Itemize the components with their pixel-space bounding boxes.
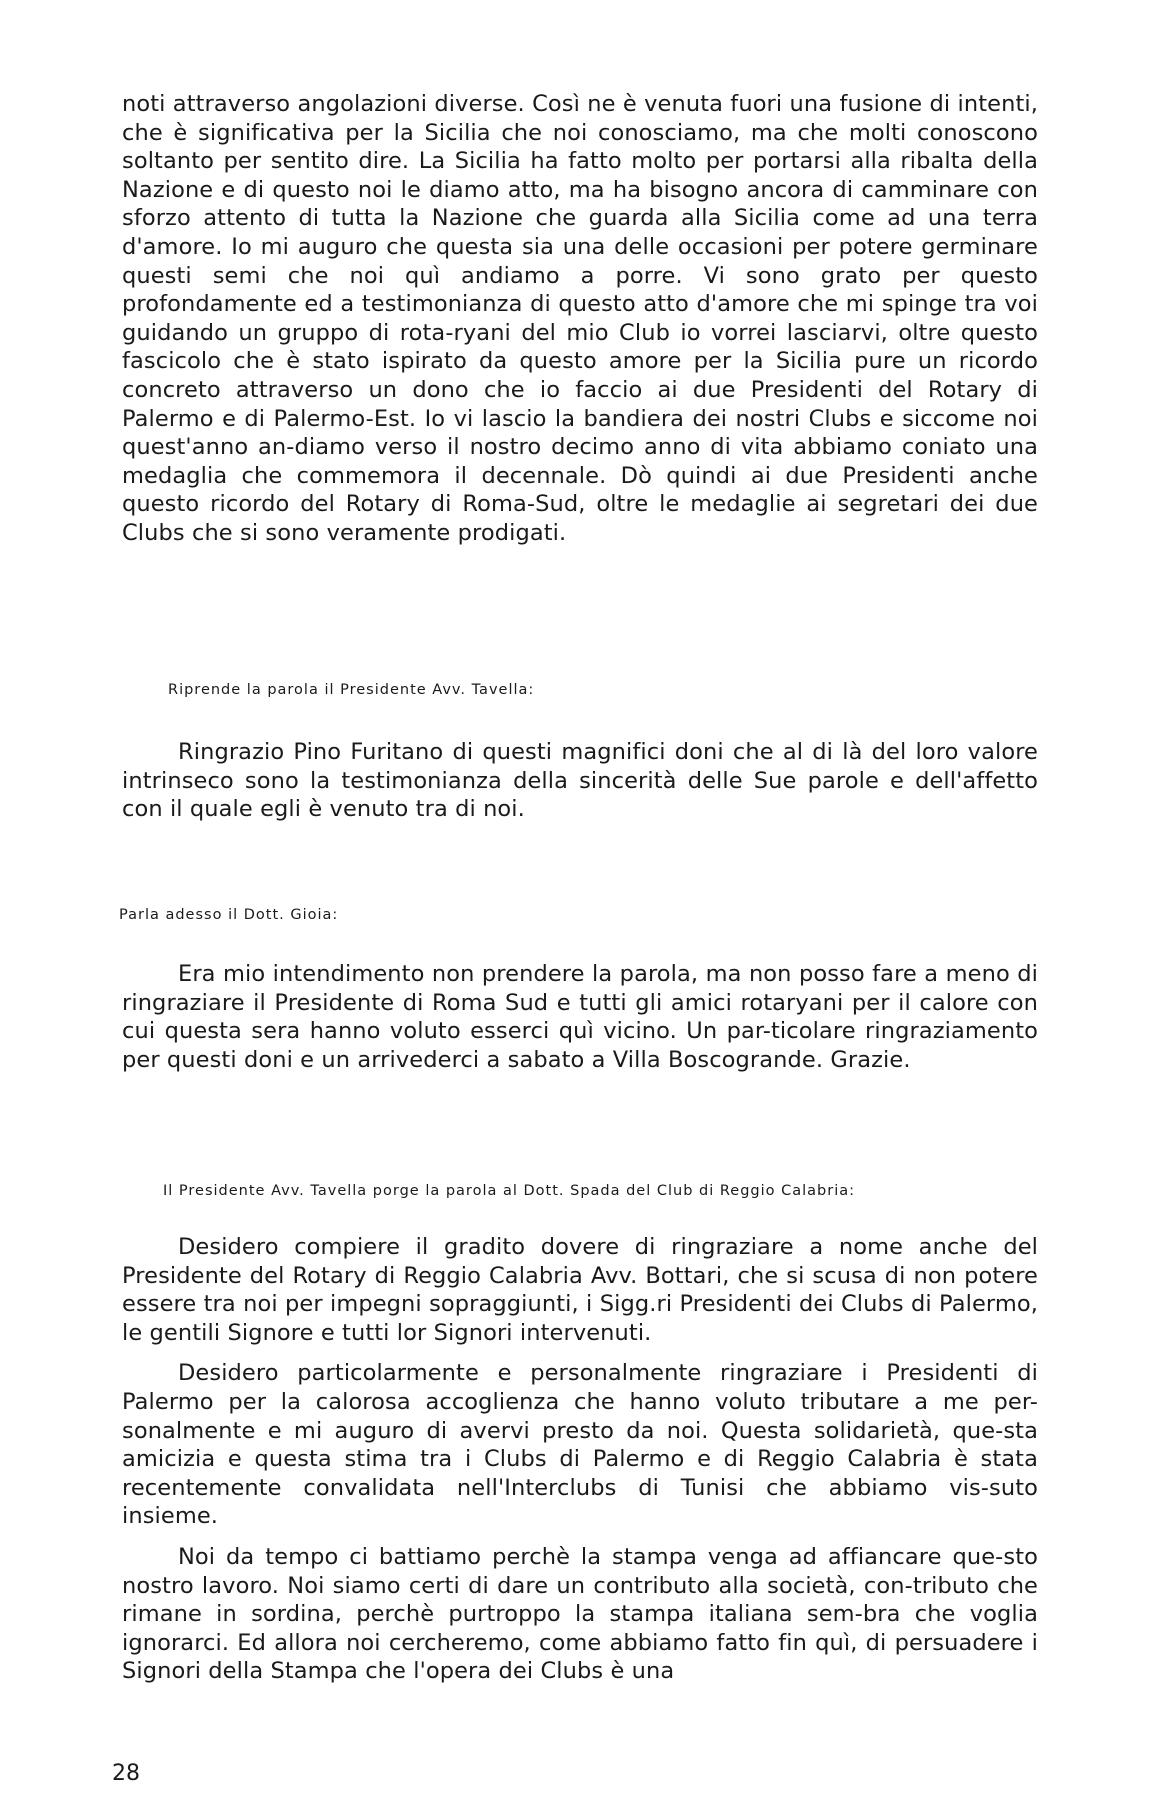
tavella-text-block xyxy=(122,738,1038,824)
opening-paragraph: noti attraverso angolazioni diverse. Così ne è venuta fuori una fusione di intenti, che è significativa per la Sicilia che noi conosciamo, ma che molti conoscono soltanto per sentito dire. La Sicilia ha fatto molto per portarsi alla ribalta della Nazione e di questo noi le diamo atto, ma ha bisogno ancora di camminare con sforzo attento di tutta la Nazione che guarda alla Sicilia come ad una terra d'amore. Io mi auguro che questa sia una delle occasioni per potere germinare questi semi che noi quì andiamo a porre. Vi sono grato per questo profondamente ed a testimonianza di questo atto d'amore che mi spinge tra voi guidando un gruppo di rota-ryani del mio Club io vorrei lasciarvi, oltre questo fascicolo che è stato ispirato da questo amore per la Sicilia pure un ricordo concreto attraverso un dono che io faccio ai due Presidenti del Rotary di Palermo e di Palermo-Est. Io vi lascio la bandiera dei nostri Clubs e siccome noi quest'anno an-diamo verso il nostro decimo anno di vita abbiamo coniato una medaglia che commemora il decennale. Dò quindi ai due Presidenti anche questo ricordo del Rotary di Roma-Sud, oltre le medaglie ai segretari dei due Clubs che si sono veramente prodigati. xyxy=(122,91,1038,546)
spada-text-block xyxy=(122,1233,1038,1686)
spada-paragraph-3: Noi da tempo ci battiamo perchè la stampa venga ad affiancare que-sto nostro lavoro. Noi siamo certi di dare un contributo alla società, con-tributo che rimane in sordina, perchè purtroppo la stampa italiana sem-bra che voglia ignorarci. Ed allora noi cercheremo, come abbiamo fatto fin quì, di persuadere i Signori della Stampa che l'opera dei Clubs è una xyxy=(122,1543,1038,1685)
opening-text-block xyxy=(122,90,1038,548)
caption-gioia: Parla adesso il Dott. Gioia: xyxy=(119,907,339,923)
gioia-text-block xyxy=(122,960,1038,1074)
page-number: 28 xyxy=(112,1761,140,1786)
tavella-paragraph: Ringrazio Pino Furitano di questi magnifici doni che al di là del loro valore intrinseco sono la testimonianza della sincerità delle Sue parole e dell'affetto con il quale egli è venuto tra di noi. xyxy=(122,739,1038,823)
caption-tavella: Riprende la parola il Presidente Avv. Tavella: xyxy=(168,682,535,698)
spada-paragraph-2: Desidero particolarmente e personalmente ringraziare i Presidenti di Palermo per la calorosa accoglienza che hanno voluto tributare a me per-sonalmente e mi auguro di avervi presto da noi. Questa solidarietà, que-sta amicizia e questa stima tra i Clubs di Palermo e di Reggio Calabria è stata recentemente convalidata nell'Interclubs di Tunisi che abbiamo vis-suto insieme. xyxy=(122,1360,1038,1530)
gioia-paragraph: Era mio intendimento non prendere la parola, ma non posso fare a meno di ringraziare il Presidente di Roma Sud e tutti gli amici rotaryani per il calore con cui questa sera hanno voluto esserci quì vicino. Un par-ticolare ringraziamento per questi doni e un arrivederci a sabato a Villa Boscogrande. Grazie. xyxy=(122,961,1038,1073)
caption-spada: Il Presidente Avv. Tavella porge la parola al Dott. Spada del Club di Reggio Calabria: xyxy=(163,1183,856,1199)
spada-paragraph-1: Desidero compiere il gradito dovere di ringraziare a nome anche del Presidente del Rotary di Reggio Calabria Avv. Bottari, che si scusa di non potere essere tra noi per impegni sopraggiunti, i Sigg.ri Presidenti dei Clubs di Palermo, le gentili Signore e tutti lor Signori intervenuti. xyxy=(122,1234,1038,1346)
